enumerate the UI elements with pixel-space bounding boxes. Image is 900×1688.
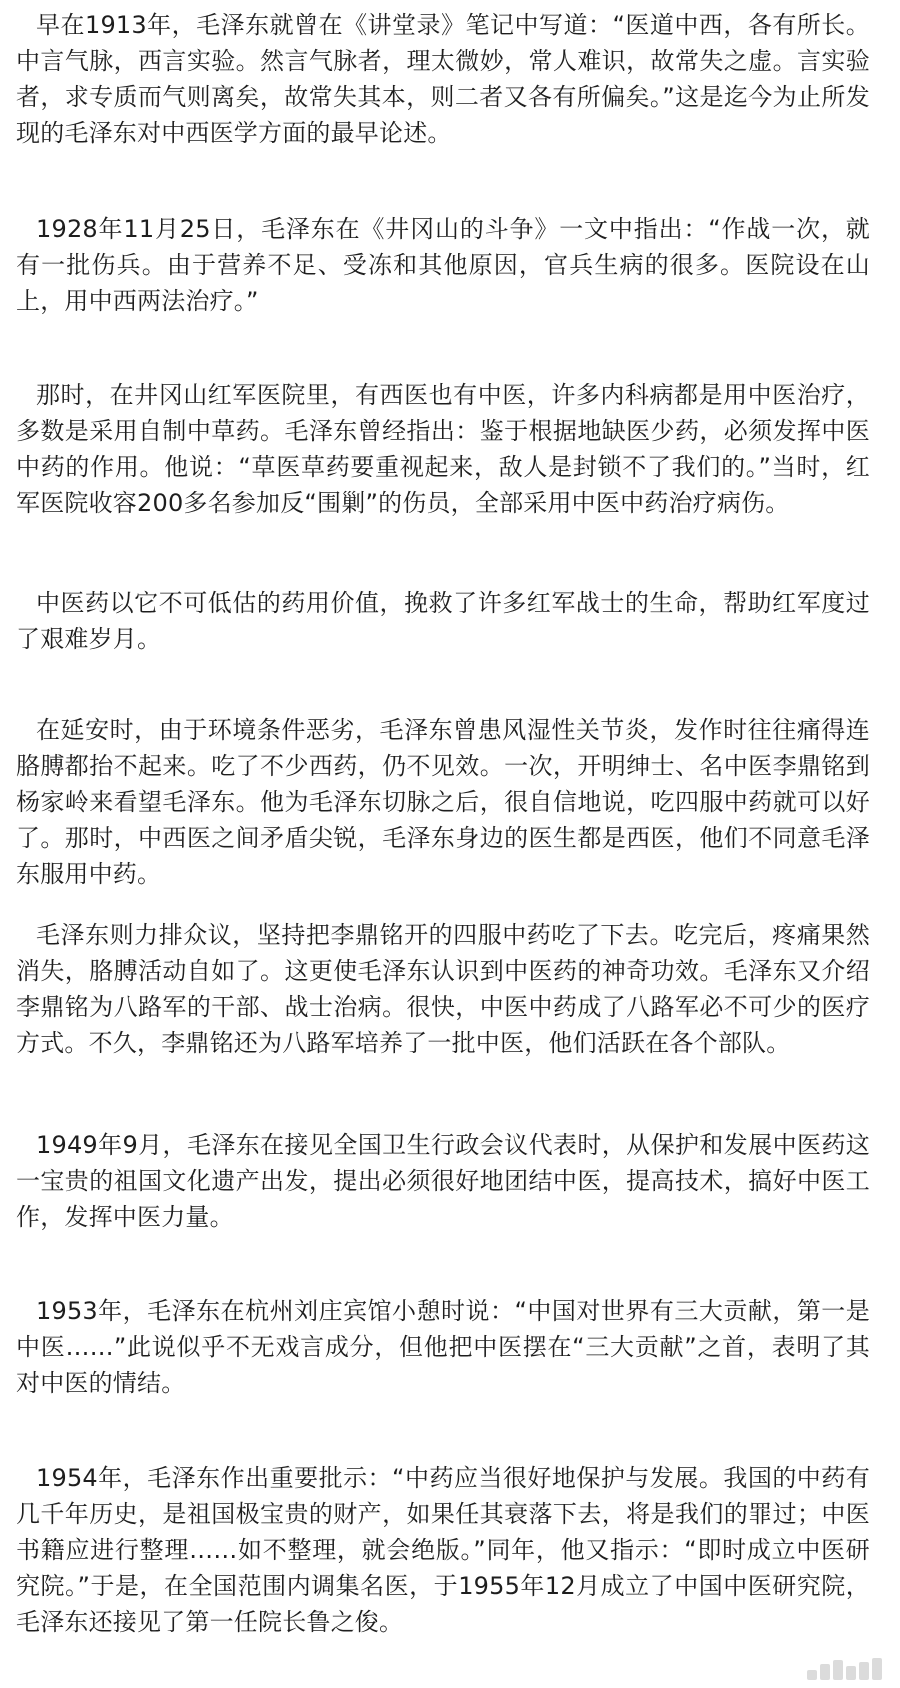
- paragraph-5: 在延安时，由于环境条件恶劣，毛泽东曾患风湿性关节炎，发作时往往痛得连胳膊都抬不起来。吃了不少西药，仍不见效。一次，开明绅士、名中医李鼎铭到杨家岭来看望毛泽东。他为毛泽东切脉之后，很自信地说，吃四服中药就可以好了。那时，中西医之间矛盾尖锐，毛泽东身边的医生都是西医，他们不同意毛泽东服用中药。: [16, 716, 870, 888]
- paragraph-1: 早在1913年，毛泽东就曾在《讲堂录》笔记中写道：“医道中西，各有所长。中言气脉，西言实验。然言气脉者，理太微妙，常人难识，故常失之虚。言实验者，求专质而气则离矣，故常失其本，则二者又各有所偏矣。”这是迄今为止所发现的毛泽东对中西医学方面的最早论述。: [16, 11, 870, 147]
- paragraph-7: 1949年9月，毛泽东在接见全国卫生行政会议代表时，从保护和发展中医药这一宝贵的祖国文化遗产出发，提出必须很好地团结中医，提高技术，搞好中医工作，发挥中医力量。: [16, 1131, 870, 1231]
- paragraph-8: 1953年，毛泽东在杭州刘庄宾馆小憩时说：“中国对世界有三大贡献，第一是中医……”此说似乎不无戏言成分，但他把中医摆在“三大贡献”之首，表明了其对中医的情结。: [16, 1297, 870, 1397]
- paragraph-3: 那时，在井冈山红军医院里，有西医也有中医，许多内科病都是用中医治疗，多数是采用自制中草药。毛泽东曾经指出：鉴于根据地缺医少药，必须发挥中医中药的作用。他说：“草医草药要重视起来，敌人是封锁不了我们的。”当时，红军医院收容200多名参加反“围剿”的伤员，全部采用中医中药治疗病伤。: [16, 381, 870, 517]
- watermark-bar: [846, 1666, 856, 1680]
- paragraph-4: 中医药以它不可低估的药用价值，挽救了许多红军战士的生命，帮助红军度过了艰难岁月。: [16, 589, 870, 653]
- paragraph-6: 毛泽东则力排众议，坚持把李鼎铭开的四服中药吃了下去。吃完后，疼痛果然消失，胳膊活动自如了。这更使毛泽东认识到中医药的神奇功效。毛泽东又介绍李鼎铭为八路军的干部、战士治病。很快，中医中药成了八路军必不可少的医疗方式。不久，李鼎铭还为八路军培养了一批中医，他们活跃在各个部队。: [16, 921, 870, 1057]
- watermark-logo-icon: [807, 1658, 882, 1680]
- paragraph-9: 1954年，毛泽东作出重要批示：“中药应当很好地保护与发展。我国的中药有几千年历史，是祖国极宝贵的财产，如果任其衰落下去，将是我们的罪过；中医书籍应进行整理……如不整理，就会绝版。”同年，他又指示：“即时成立中医研究院。”于是，在全国范围内调集名医，于1955年12月成立了中国中医研究院，毛泽东还接见了第一任院长鲁之俊。: [16, 1464, 870, 1636]
- watermark-bar: [820, 1664, 830, 1680]
- watermark-bar: [872, 1658, 882, 1680]
- paragraph-2: 1928年11月25日，毛泽东在《井冈山的斗争》一文中指出：“作战一次，就有一批伤兵。由于营养不足、受冻和其他原因，官兵生病的很多。医院设在山上，用中西两法治疗。”: [16, 215, 870, 315]
- watermark-bar: [833, 1660, 843, 1680]
- watermark-bar: [807, 1670, 817, 1680]
- watermark-bar: [859, 1662, 869, 1680]
